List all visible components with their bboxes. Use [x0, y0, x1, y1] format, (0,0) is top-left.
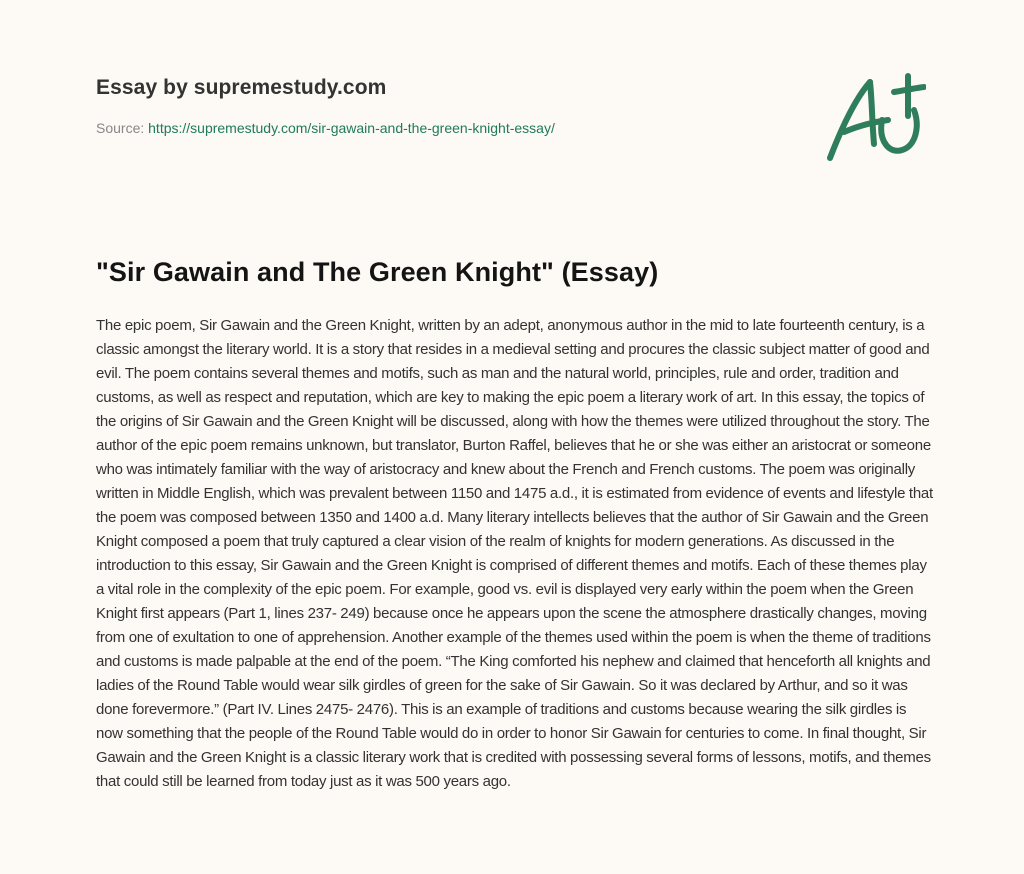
- site-header: [96, 74, 796, 137]
- site-title: Essay by supremestudy.com: [96, 76, 387, 99]
- a-plus-grade-icon: [822, 70, 926, 162]
- source-link[interactable]: https://supremestudy.com/sir-gawain-and-the-green-knight-essay/: [148, 120, 555, 136]
- source-label: Source:: [96, 120, 145, 136]
- source-line: [96, 119, 796, 137]
- essay-body: The epic poem, Sir Gawain and the Green Knight, written by an adept, anonymous author in the mid to late fourteenth century, is a classic amongst the literary world. It is a story that resides in a medieval setting and procures the classic subject matter of good and evil. The poem contains several themes and motifs, such as man and the natural world, principles, rule and order, tradition and customs, as well as respect and reputation, which are key to making the epic poem a literary work of art. In this essay, the topics of the origins of Sir Gawain and the Green Knight will be discussed, along with how the themes were utilized throughout the story. The author of the epic poem remains unknown, but translator, Burton Raffel, believes that he or she was either an aristocrat or someone who was intimately familiar with the way of aristocracy and knew about the French and French customs. The poem was originally written in Middle English, which was prevalent between 1150 and 1475 a.d., it is estimated from evidence of events and lifestyle that the poem was composed between 1350 and 1400 a.d. Many literary intellects believes that the author of Sir Gawain and the Green Knight composed a poem that truly captured a clear vision of the realm of knights for modern generations. As discussed in the introduction to this essay, Sir Gawain and the Green Knight is comprised of different themes and motifs. Each of these themes play a vital role in the complexity of the epic poem. For example, good vs. evil is displayed very early within the poem when the Green Knight first appears (Part 1, lines 237- 249) because once he appears upon the scene the atmosphere drastically changes, moving from one of exultation to one of apprehension. Another example of the themes used within the poem is when the theme of traditions and customs is made palpable at the end of the poem. “The King comforted his nephew and claimed that henceforth all knights and ladies of the Round Table would wear silk girdles of green for the sake of Sir Gawain. So it was declared by Arthur, and so it was done forevermore.” (Part IV. Lines 2475- 2476). This is an example of traditions and customs because wearing the silk girdles is now something that the people of the Round Table would do in order to honor Sir Gawain for centuries to come. In final thought, Sir Gawain and the Green Knight is a classic literary work that is credited with possessing several forms of lessons, motifs, and themes that could still be learned from today just as it was 500 years ago.: [96, 317, 933, 790]
- essay-title: "Sir Gawain and The Green Knight" (Essay): [96, 257, 659, 287]
